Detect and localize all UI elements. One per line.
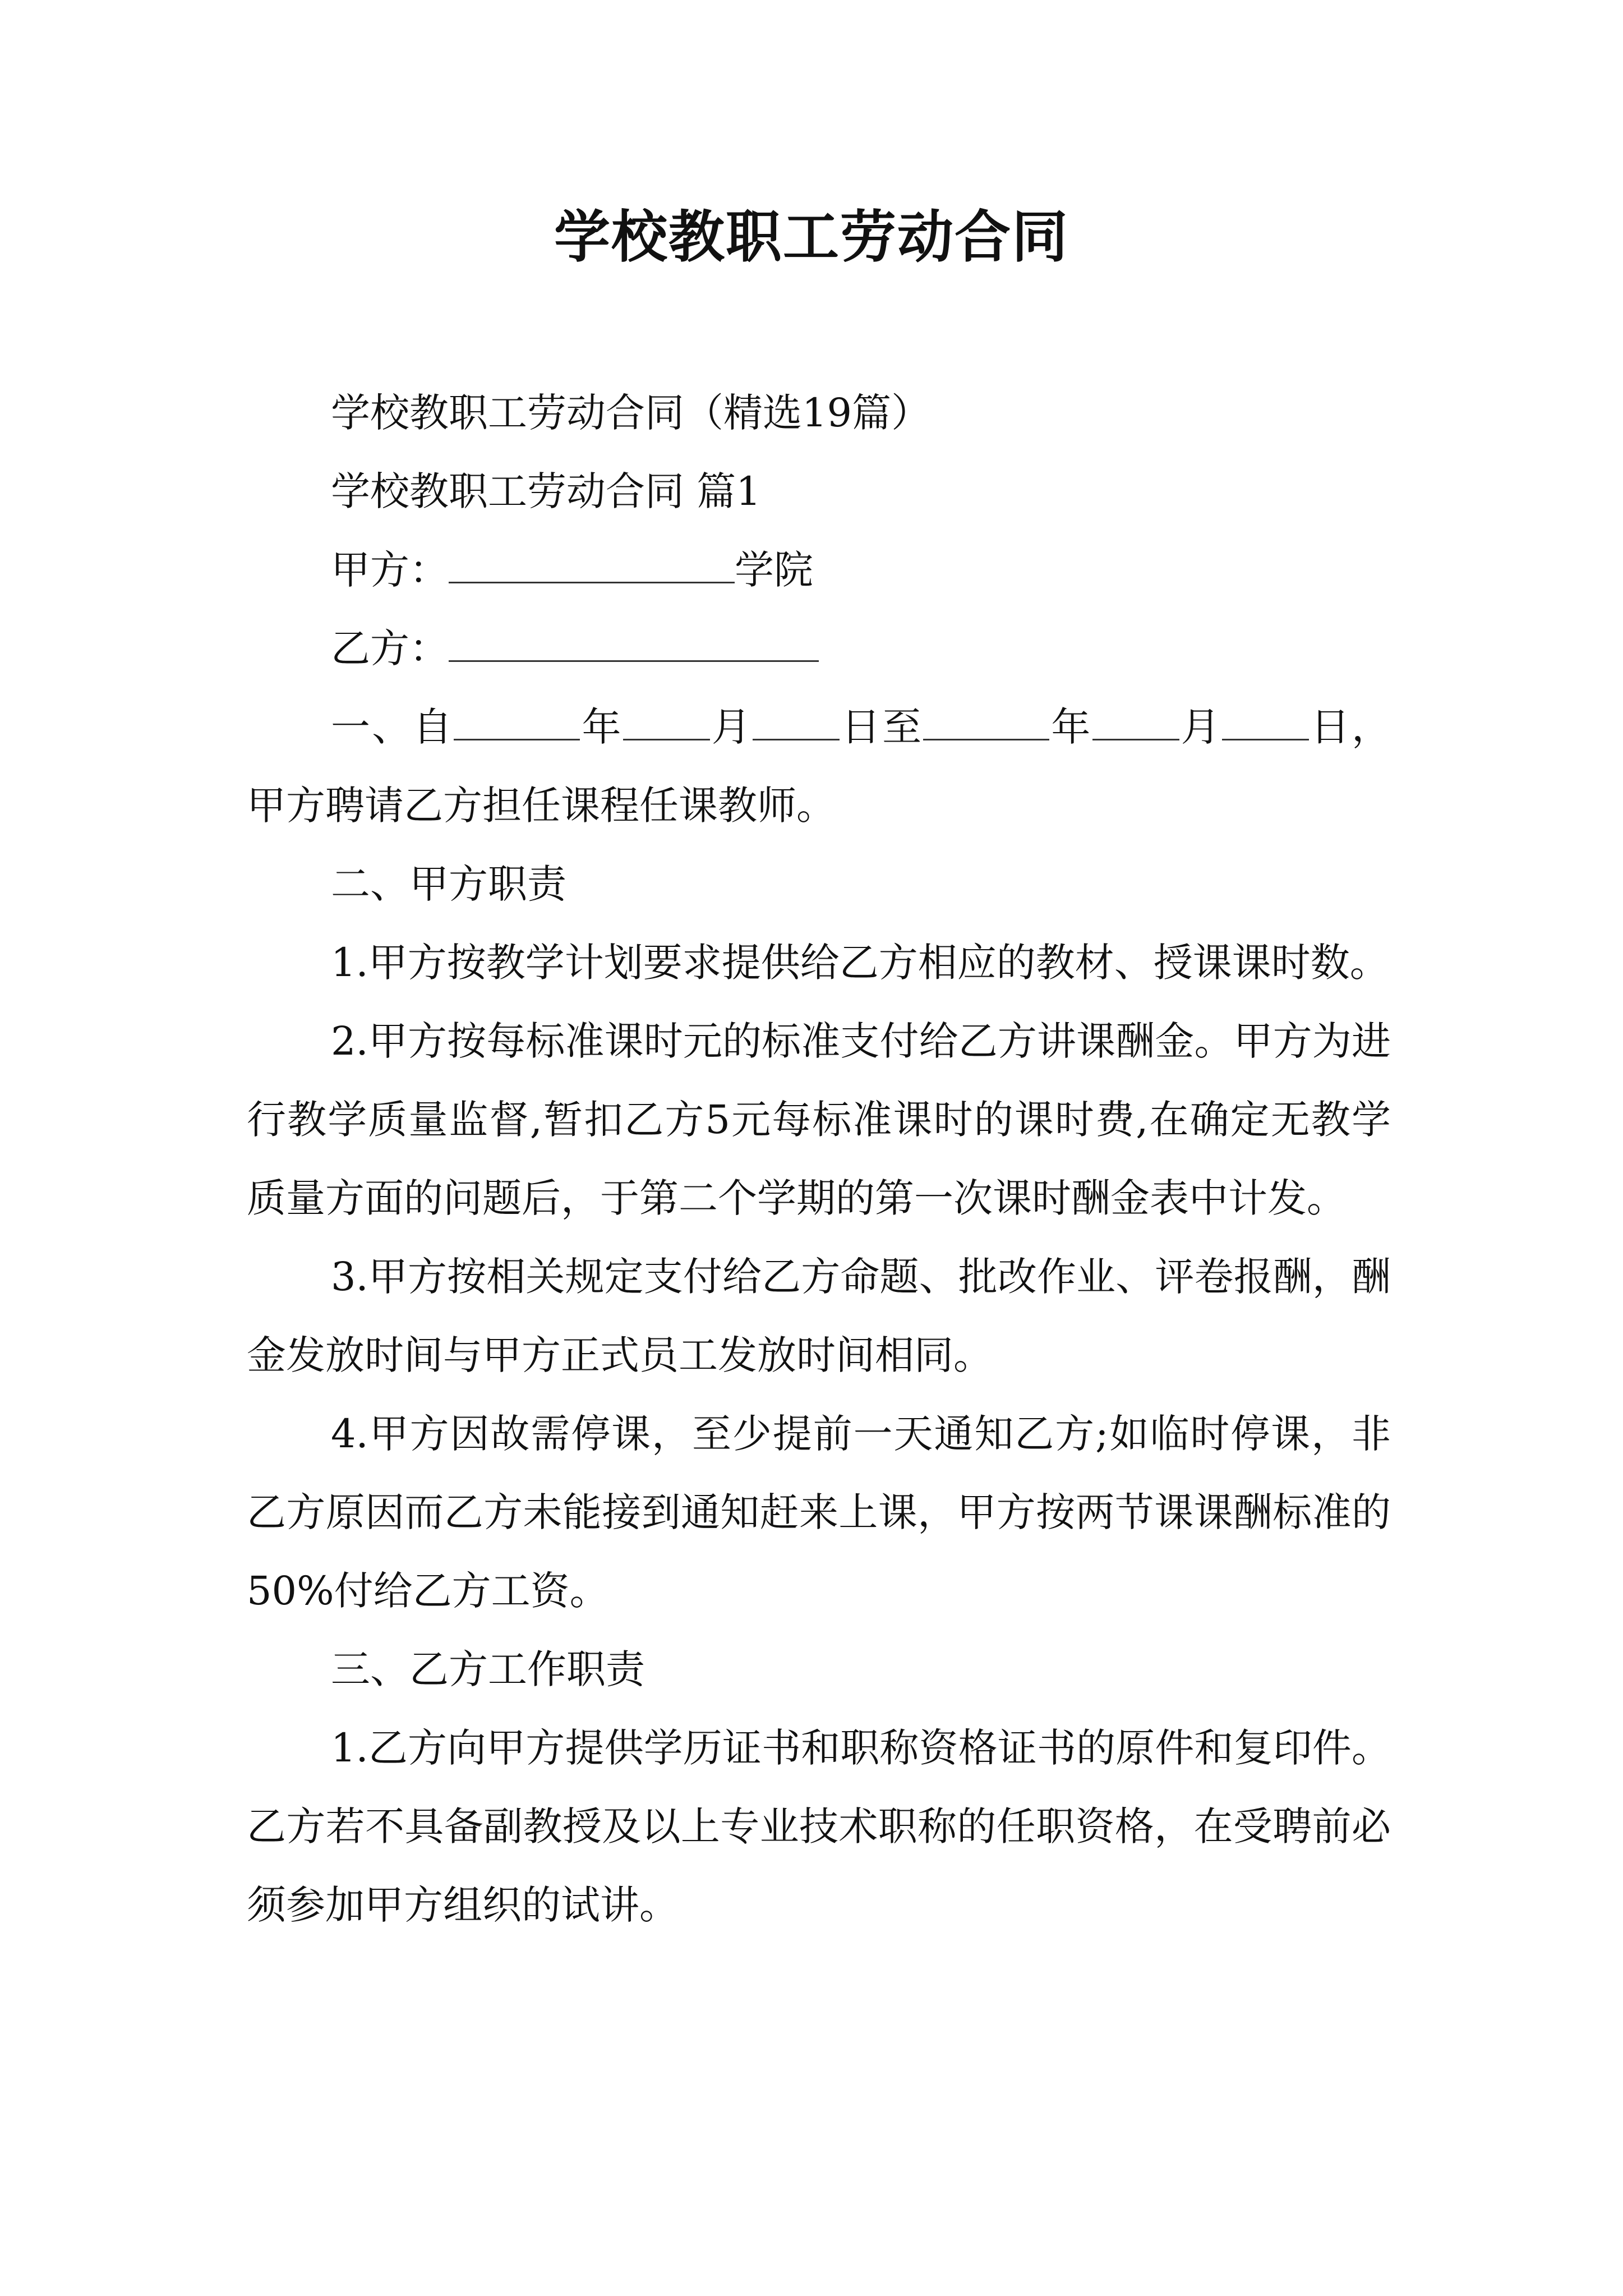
- term-day1-blank: [753, 700, 840, 740]
- party-a-blank: [449, 542, 735, 583]
- section2-item: 4.甲方因故需停课，至少提前一天通知乙方;如临时停课，非乙方原因而乙方未能接到通知赶来上课，甲方按两节课课酬标准的50%付给乙方工资。: [247, 1411, 1391, 1614]
- party-b-line: [247, 609, 1391, 688]
- term-year1: 年: [580, 704, 623, 750]
- party-a-label: 甲方：: [331, 547, 449, 593]
- term-day-to: 日至: [839, 704, 924, 750]
- section2-heading: 二、甲方职责: [331, 861, 566, 907]
- term-prefix: 一、自: [331, 704, 454, 750]
- term-month2: 月: [1179, 704, 1222, 750]
- party-a-line: [247, 531, 1391, 609]
- term-year2: 年: [1049, 704, 1092, 750]
- term-year1-blank: [454, 700, 580, 740]
- section-heading: 学校教职工劳动合同 篇1: [331, 468, 761, 514]
- document-title: 学校教职工劳动合同: [554, 204, 1069, 270]
- section2-item: 2.甲方按每标准课时元的标准支付给乙方讲课酬金。甲方为进行教学质量监督,暂扣乙方5元每标准课时的课时费,在确定无教学质量方面的问题后，于第二个学期的第一次课时酬金表中计发。: [247, 1018, 1391, 1221]
- party-a-suffix: 学院: [735, 547, 813, 593]
- term-month1: 月: [709, 704, 753, 750]
- term-month1-blank: [623, 700, 710, 740]
- term-tail: 日，甲方聘请乙方担任课程任课教师。: [247, 704, 1391, 829]
- party-b-label: 乙方：: [331, 625, 449, 671]
- section3-heading: 三、乙方工作职责: [331, 1646, 645, 1692]
- section3-item: 1.乙方向甲方提供学历证书和职称资格证书的原件和复印件。乙方若不具备副教授及以上专业技术职称的任职资格，在受聘前必须参加甲方组织的试讲。: [247, 1725, 1391, 1928]
- term-month2-blank: [1092, 700, 1179, 740]
- party-b-blank: [449, 621, 819, 662]
- section2-item: 3.甲方按相关规定支付给乙方命题、批改作业、评卷报酬，酬金发放时间与甲方正式员工发放时间相同。: [247, 1254, 1391, 1378]
- section2-item: 1.甲方按教学计划要求提供给乙方相应的教材、授课课时数。: [331, 940, 1389, 986]
- term-clause: [247, 688, 1391, 845]
- document-body: [247, 374, 1391, 1944]
- term-year2-blank: [923, 700, 1049, 740]
- term-day2-blank: [1222, 700, 1309, 740]
- document-subtitle: 学校教职工劳动合同（精选19篇）: [331, 390, 931, 436]
